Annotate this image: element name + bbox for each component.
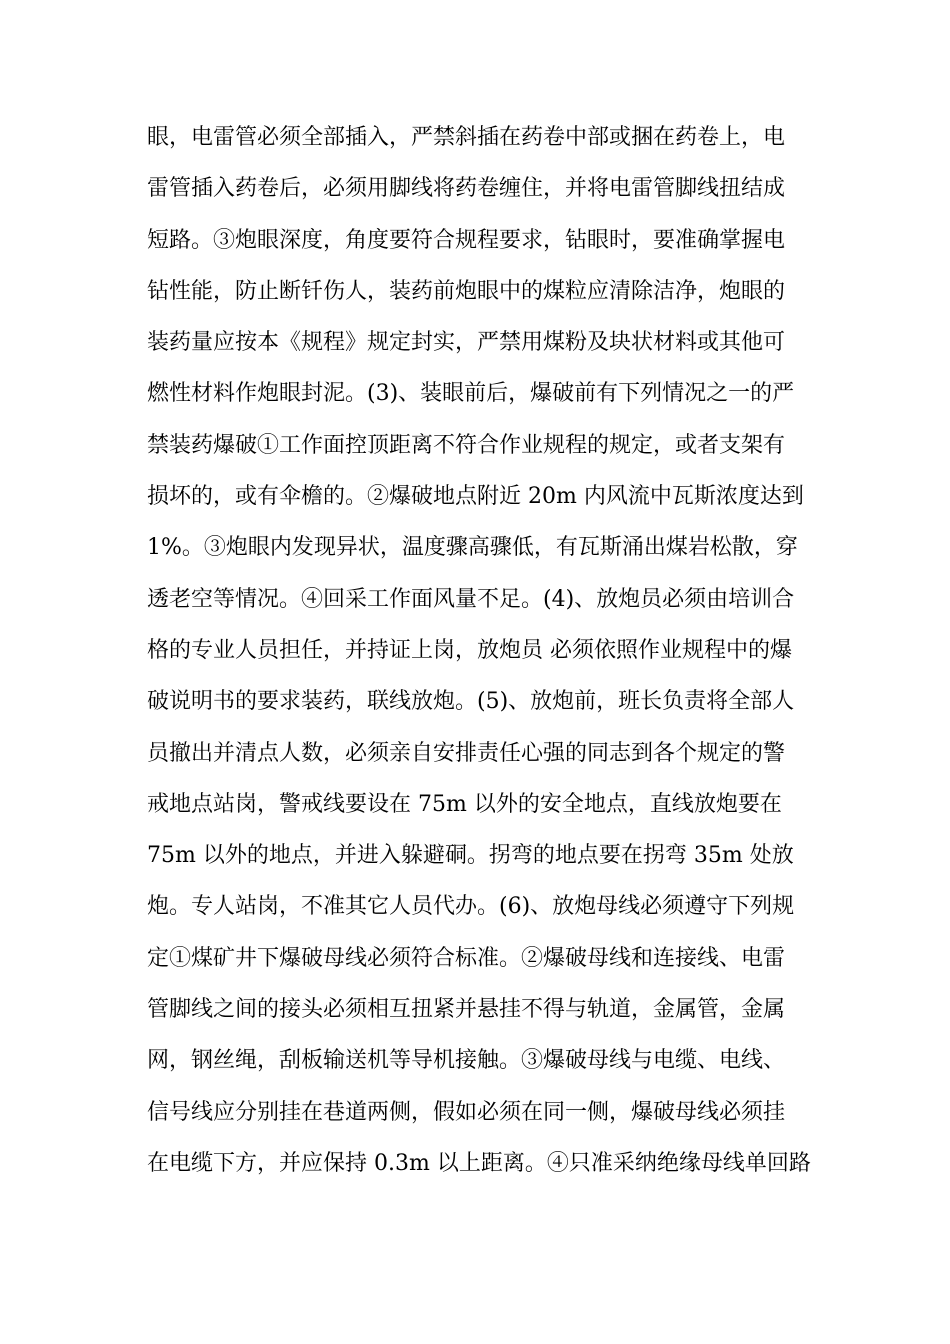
text-line: 格的专业人员担任，并持证上岗，放炮员 必须依照作业规程中的爆 [147, 637, 792, 663]
text-line: 信号线应分别挂在巷道两侧，假如必须在同一侧，爆破母线必须挂 [147, 1099, 786, 1125]
text-line: 75m 以外的地点，并进入躲避硐。拐弯的地点要在拐弯 35m 处放 [147, 843, 794, 869]
text-line: 损坏的，或有伞檐的。②爆破地点附近 20m 内风流中瓦斯浓度达到 [147, 484, 804, 510]
text-line: 透老空等情况。④回采工作面风量不足。(4)、放炮员必须由培训合 [147, 586, 795, 612]
text-line: 钻性能，防止断钎伤人，装药前炮眼中的煤粒应清除洁净，炮眼的 [147, 278, 786, 304]
text-line: 短路。③炮眼深度，角度要符合规程要求，钻眼时，要准确掌握电 [147, 227, 786, 253]
text-line: 眼，电雷管必须全部插入，严禁斜插在药卷中部或捆在药卷上，电 [147, 125, 786, 150]
text-line: 燃性材料作炮眼封泥。(3)、装眼前后，爆破前有下列情况之一的严 [147, 381, 795, 407]
text-line: 禁装药爆破①工作面控顶距离不符合作业规程的规定，或者支架有 [147, 432, 786, 458]
text-line: 1%。③炮眼内发现异状，温度骤高骤低，有瓦斯涌出煤岩松散，穿 [147, 535, 798, 561]
text-line: 在电缆下方，并应保持 0.3m 以上距离。④只准采纳绝缘母线单回路 [147, 1150, 811, 1176]
text-line: 员撤出并清点人数，必须亲自安排责任心强的同志到各个规定的警 [147, 740, 786, 766]
text-line: 定①煤矿井下爆破母线必须符合标准。②爆破母线和连接线、电雷 [147, 945, 786, 971]
text-line: 戒地点站岗，警戒线要设在 75m 以外的安全地点，直线放炮要在 [147, 791, 782, 817]
text-line: 管脚线之间的接头必须相互扭紧并悬挂不得与轨道，金属管，金属 [147, 997, 786, 1023]
text-line: 网，钢丝绳，刮板输送机等导机接触。③爆破母线与电缆、电线、 [147, 1048, 786, 1074]
body-text [147, 112, 827, 1189]
text-line: 装药量应按本《规程》规定封实，严禁用煤粉及块状材料或其他可 [147, 330, 786, 356]
text-line: 雷管插入药卷后，必须用脚线将药卷缠住，并将电雷管脚线扭结成 [147, 176, 786, 202]
text-line: 破说明书的要求装药，联线放炮。(5)、放炮前，班长负责将全部人 [147, 689, 795, 715]
text-line: 炮。专人站岗，不准其它人员代办。(6)、放炮母线必须遵守下列规 [147, 894, 795, 920]
